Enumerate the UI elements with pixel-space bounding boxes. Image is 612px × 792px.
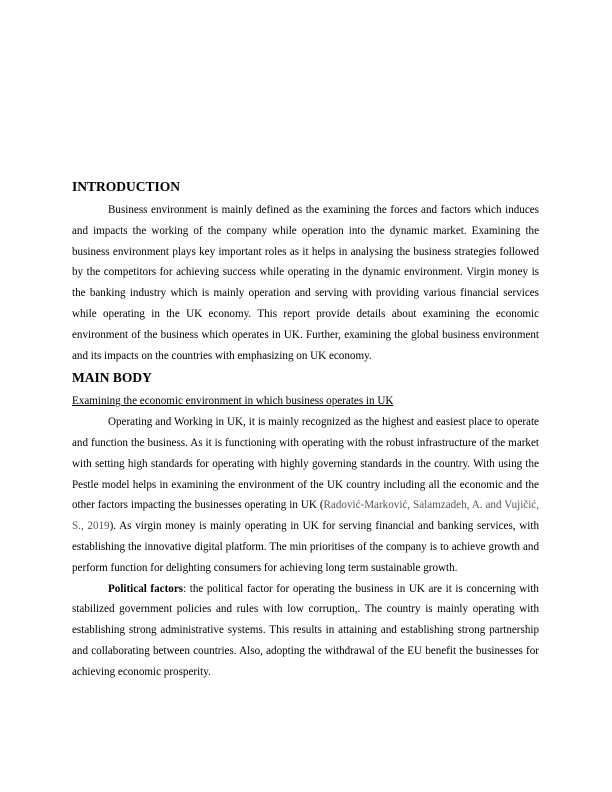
document-page: [72, 178, 539, 683]
citation: Radović-Marković, Salamzadeh, A. and Vujičić, S., 2019: [72, 499, 539, 533]
economic-environment-subheading: Examining the economic environment in which business operates in UK: [72, 395, 394, 408]
political-factors-label: Political factors: [108, 582, 184, 595]
main-body-heading: MAIN BODY: [72, 370, 152, 386]
paragraph-text-after-citation: ). As virgin money is mainly operating in UK for serving financial and banking services, with establishing the innovative digital platform. The min prioritises of the company is to achieve growth and perform function for delighting consumers for achieving long term sustainable growth.: [72, 520, 539, 574]
paragraph-text-before-citation: Operating and Working in UK, it is mainly recognized as the highest and easiest place to operate and function the business. As it is functioning with operating with the robust infrastructure of the market with setting high standards for operating with highly governing standards in the country. With using the Pestle model helps in examining the environment of the UK country including all the economic and the other factors impacting the businesses operating in UK (: [72, 416, 539, 512]
operating-in-uk-paragraph: [72, 412, 539, 578]
introduction-heading: INTRODUCTION: [72, 179, 181, 194]
introduction-paragraph: Business environment is mainly defined as the examining the forces and factors which induces and impacts the working of the company while operation into the dynamic market. Examining the business environment plays key important roles as it helps in analysing the business strategies followed by the competitors for achieving success while operating in the dynamic environment. Virgin money is the banking industry which is mainly operation and serving with providing various financial services while operating in the UK economy. This report provide details about examining the economic environment of the business which operates in UK. Further, examining the global business environment and its impacts on the countries with emphasizing on UK economy.: [72, 204, 539, 362]
political-factors-paragraph: [72, 579, 539, 683]
political-factors-text: : the political factor for operating the business in UK are it is concerning with stabilized government policies and rules with low corruption,. The country is mainly operating with establishing strong administrative systems. This results in attaining and establishing strong partnership and collaborating between countries. Also, adopting the withdrawal of the EU benefit the businesses for achieving economic prosperity.: [72, 582, 539, 678]
